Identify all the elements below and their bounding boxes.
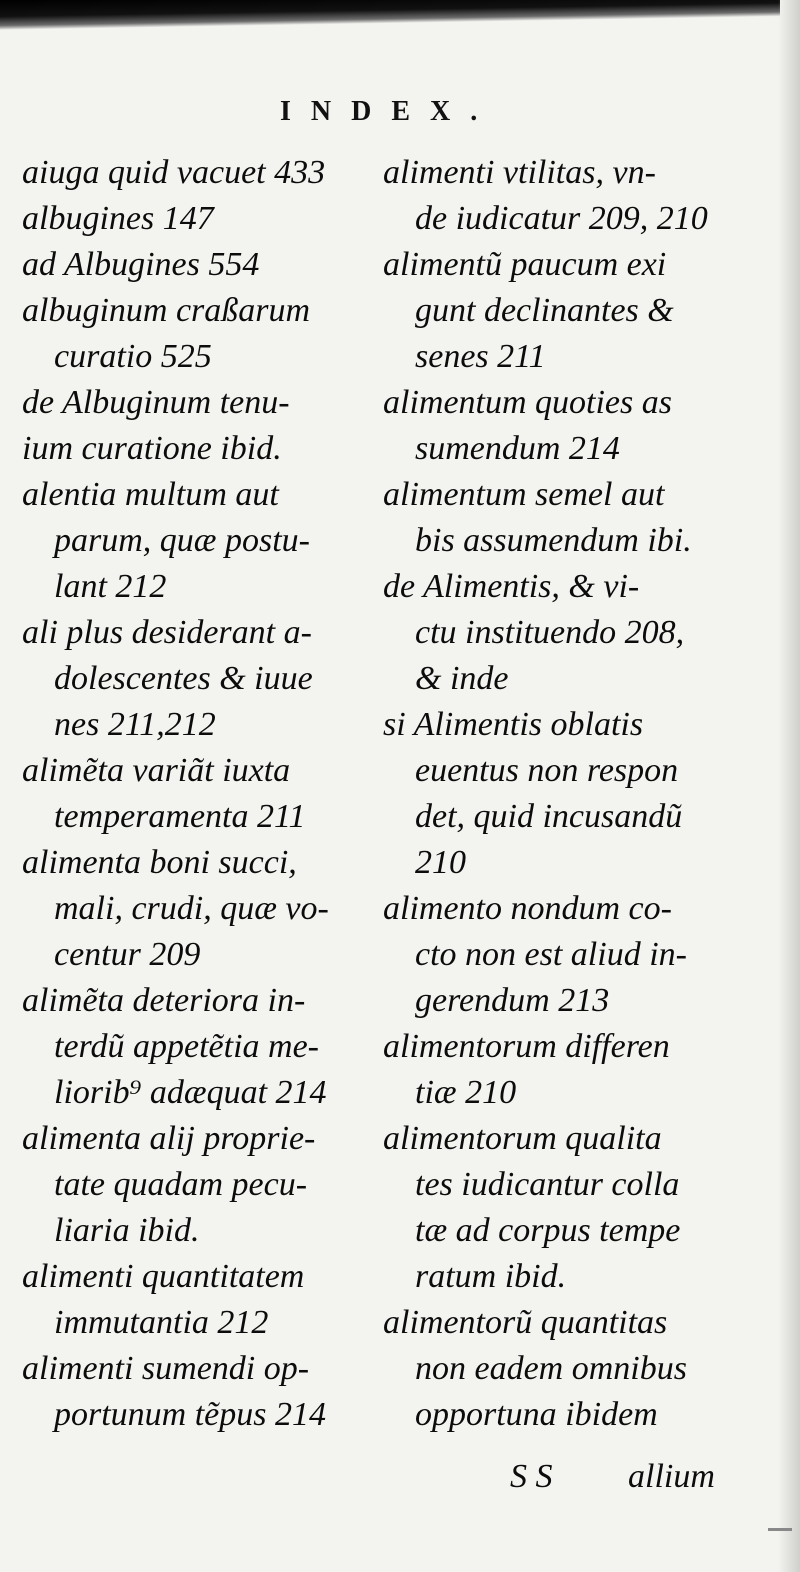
index-line: immutantia 212: [54, 1304, 269, 1341]
index-line: alimentum semel aut: [383, 476, 665, 513]
index-line: sumendum 214: [415, 430, 620, 467]
index-line: liorib⁹ adæquat 214: [54, 1074, 327, 1111]
index-line: alimenta boni succi,: [22, 844, 297, 881]
index-line: alimentorum qualita: [383, 1120, 662, 1157]
index-line: liaria ibid.: [54, 1212, 200, 1249]
index-line: portunum tẽpus 214: [54, 1396, 326, 1433]
index-line: alimentorũ quantitas: [383, 1304, 668, 1341]
catchword: allium: [628, 1458, 715, 1495]
page-top-shadow: [0, 0, 780, 30]
index-line: parum, quæ postu-: [54, 522, 310, 559]
index-line: alimento nondum co-: [383, 890, 672, 927]
running-head: INDEX.: [280, 96, 498, 127]
index-line: albugines 147: [22, 200, 214, 237]
index-line: aiuga quid vacuet 433: [22, 154, 326, 191]
index-line: albuginum craßarum: [22, 292, 311, 329]
index-line: tiæ 210: [415, 1074, 517, 1111]
index-line: cto non est aliud in-: [415, 936, 687, 973]
index-line: si Alimentis oblatis: [383, 706, 644, 743]
index-line: alimenta alij proprie-: [22, 1120, 316, 1157]
index-line: opportuna ibidem: [415, 1396, 658, 1433]
index-line: bis assumendum ibi.: [415, 522, 692, 559]
index-line: de Albuginum tenu-: [22, 384, 290, 421]
index-line: de iudicatur 209, 210: [415, 200, 708, 237]
index-line: alimẽta deteriora in-: [22, 982, 306, 1019]
index-line: & inde: [415, 660, 509, 697]
index-line: senes 211: [415, 338, 546, 375]
index-line: det, quid incusandũ: [415, 798, 683, 835]
index-line: tes iudicantur colla: [415, 1166, 680, 1203]
page-right-shadow: [778, 0, 800, 1572]
index-line: dolescentes & iuue: [54, 660, 313, 697]
index-line: non eadem omnibus: [415, 1350, 687, 1387]
index-line: ratum ibid.: [415, 1258, 567, 1295]
margin-mark: [768, 1528, 792, 1531]
index-line: tæ ad corpus tempe: [415, 1212, 681, 1249]
index-line: alimenti quantitatem: [22, 1258, 305, 1295]
index-line: temperamenta 211: [54, 798, 306, 835]
index-line: terdũ appetẽtia me-: [54, 1028, 319, 1065]
left-column: [22, 150, 374, 1438]
index-line: alimentorum differen: [383, 1028, 670, 1065]
index-line: gerendum 213: [415, 982, 610, 1019]
index-line: ad Albugines 554: [22, 246, 260, 283]
index-line: tate quadam pecu-: [54, 1166, 308, 1203]
index-line: alimentum quoties as: [383, 384, 672, 421]
signature-mark: S S: [510, 1458, 553, 1495]
index-line: alimenti vtilitas, vn-: [383, 154, 656, 191]
index-line: ium curatione ibid.: [22, 430, 282, 467]
index-line: euentus non respon: [415, 752, 679, 789]
index-line: curatio 525: [54, 338, 212, 375]
index-line: ali plus desiderant a-: [22, 614, 312, 651]
index-line: alentia multum aut: [22, 476, 279, 513]
index-line: gunt declinantes &: [415, 292, 674, 329]
index-line: alimenti sumendi op-: [22, 1350, 310, 1387]
index-line: mali, crudi, quæ vo-: [54, 890, 329, 927]
index-line: centur 209: [54, 936, 201, 973]
index-line: lant 212: [54, 568, 167, 605]
index-line: 210: [415, 844, 466, 881]
index-line: alimentũ paucum exi: [383, 246, 667, 283]
index-line: de Alimentis, & vi-: [383, 568, 640, 605]
index-line: nes 211,212: [54, 706, 216, 743]
index-line: alimẽta variãt iuxta: [22, 752, 291, 789]
index-line: ctu instituendo 208,: [415, 614, 685, 651]
right-column: [383, 150, 735, 1438]
